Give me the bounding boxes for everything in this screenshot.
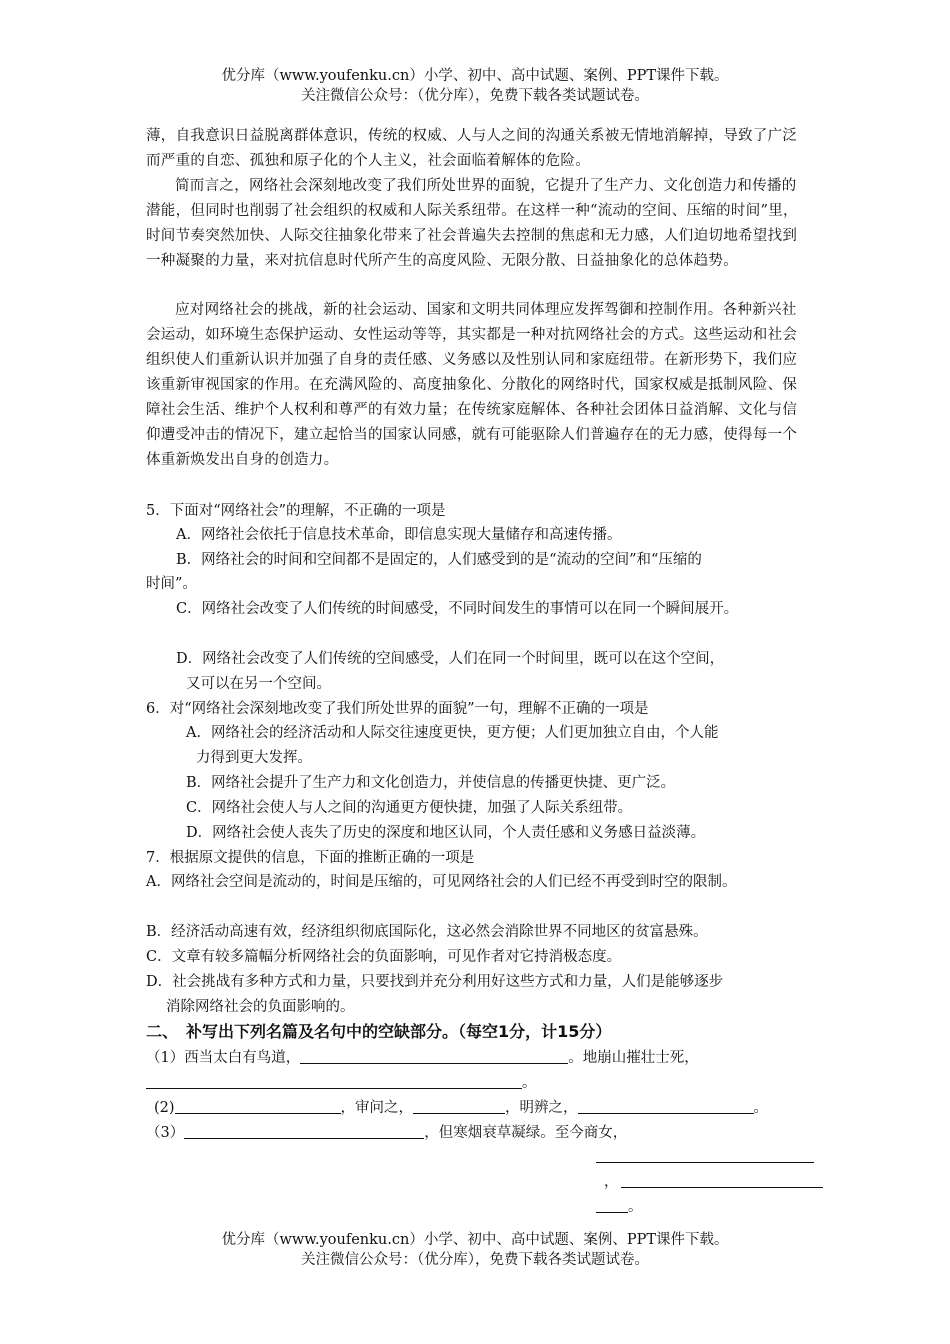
fill-q2-blank-3[interactable] bbox=[578, 1097, 754, 1114]
fill-q2-end: 。 bbox=[753, 1100, 769, 1116]
fill-q3-blank-4[interactable] bbox=[596, 1196, 628, 1213]
page-header bbox=[0, 66, 950, 106]
fill-q3-line3 bbox=[596, 1196, 643, 1218]
q5-option-b-line2: 时间”。 bbox=[146, 576, 197, 592]
passage-paragraph-0: 薄，自我意识日益脱离群体意识，传统的权威、人与人之间的沟通关系被无情地消解掉，导致了广泛而严重的自恋、孤独和原子化的个人主义，社会面临着解体的危险。 bbox=[146, 128, 798, 169]
fill-q3-blank-1[interactable] bbox=[184, 1122, 424, 1139]
q6-stem: 6．对“网络社会深刻地改变了我们所处世界的面貌”一句，理解不正确的一项是 bbox=[146, 701, 649, 717]
header-line-1: 优分库（www.youfenku.cn）小学、初中、高中试题、案例、PPT课件下载。 bbox=[221, 68, 729, 84]
q6-option-c: C．网络社会使人与人之间的沟通更方便快捷，加强了人际关系纽带。 bbox=[186, 800, 633, 816]
q7-option-b: B．经济活动高速有效，经济组织彻底国际化，这必然会消除世界不同地区的贫富悬殊。 bbox=[146, 924, 708, 940]
fill-q3-blank-3[interactable] bbox=[621, 1186, 823, 1188]
q5-option-b-line1: B．网络社会的时间和空间都不是固定的，人们感受到的是“流动的空间”和“压缩的 bbox=[176, 552, 702, 568]
fill-q2-prefix: (2) bbox=[154, 1100, 175, 1116]
q5-option-d-line1: D．网络社会改变了人们传统的空间感受，人们在同一个时间里，既可以在这个空间， bbox=[176, 651, 725, 667]
fill-q1-end: 。 bbox=[522, 1075, 537, 1091]
fill-q2-middle-1: ，审问之， bbox=[340, 1100, 414, 1116]
q6-option-a-line1: A．网络社会的经济活动和人际交往速度更快，更方便；人们更加独立自由，个人能 bbox=[186, 725, 719, 741]
q7-option-c: C．文章有较多篇幅分析网络社会的负面影响，可见作者对它持消极态度。 bbox=[146, 949, 622, 965]
fill-q1-middle: 。地崩山摧壮士死， bbox=[568, 1050, 699, 1066]
footer-line-2: 关注微信公众号：（优分库），免费下载各类试题试卷。 bbox=[301, 1252, 649, 1268]
q5-option-a: A．网络社会依托于信息技术革命，即信息实现大量储存和高速传播。 bbox=[176, 527, 622, 543]
q5-option-d-line2: 又可以在另一个空间。 bbox=[186, 676, 331, 692]
section-2-title: 二、 补写出下列名篇及名句中的空缺部分。（每空1分，计15分） bbox=[146, 1022, 612, 1041]
fill-q1-line1 bbox=[146, 1047, 699, 1069]
fill-q3-prefix: （3） bbox=[146, 1125, 185, 1141]
q6-option-d: D．网络社会使人丧失了历史的深度和地区认同，个人责任感和义务感日益淡薄。 bbox=[186, 825, 706, 841]
fill-q1-blank-2[interactable] bbox=[146, 1072, 522, 1089]
q7-option-d-line2: 消除网络社会的负面影响的。 bbox=[166, 999, 355, 1015]
page-footer bbox=[0, 1230, 950, 1270]
fill-q3-end: 。 bbox=[628, 1199, 643, 1215]
q5-stem: 5．下面对“网络社会”的理解，不正确的一项是 bbox=[146, 503, 446, 519]
fill-q3-comma: ， bbox=[604, 1174, 619, 1190]
fill-q2-middle-2: ，明辨之， bbox=[505, 1100, 578, 1116]
fill-q3-blank-2[interactable] bbox=[596, 1161, 814, 1163]
fill-q2-blank-1[interactable] bbox=[175, 1097, 341, 1114]
footer-line-1: 优分库（www.youfenku.cn）小学、初中、高中试题、案例、PPT课件下载。 bbox=[221, 1232, 729, 1248]
fill-q1-blank-1[interactable] bbox=[300, 1047, 568, 1064]
q7-stem: 7．根据原文提供的信息，下面的推断正确的一项是 bbox=[146, 850, 475, 866]
q7-option-a: A．网络社会空间是流动的，时间是压缩的，可见网络社会的人们已经不再受到时空的限制。 bbox=[146, 874, 737, 890]
passage-paragraph-1: 简而言之，网络社会深刻地改变了我们所处世界的面貌，它提升了生产力、文化创造力和传播的潜能，但同时也削弱了社会组织的权威和人际关系纽带。在这样一种“流动的空间、压缩的时间”里，时间节奏突然加快、人际交往抽象化带来了社会普遍失去控制的焦虑和无力感，人们迫切地希望找到一种凝聚的力量，来对抗信息时代所产生的高度风险、无限分散、日益抽象化的总体趋势。 bbox=[146, 178, 798, 269]
fill-q3-middle: ，但寒烟衰草凝绿。至今商女， bbox=[424, 1125, 628, 1141]
q5-option-c: C．网络社会改变了人们传统的时间感受，不同时间发生的事情可以在同一个瞬间展开。 bbox=[176, 601, 739, 617]
header-line-2: 关注微信公众号：（优分库），免费下载各类试题试卷。 bbox=[301, 88, 649, 104]
fill-q3-line1 bbox=[146, 1122, 627, 1144]
q7-option-d-line1: D．社会挑战有多种方式和力量，只要找到并充分利用好这些方式和力量，人们是能够逐步 bbox=[146, 974, 724, 990]
q6-option-a-line2: 力得到更大发挥。 bbox=[196, 750, 312, 766]
fill-q1-line2 bbox=[146, 1072, 537, 1094]
fill-q2-line bbox=[154, 1097, 768, 1119]
passage-paragraph-2: 应对网络社会的挑战，新的社会运动、国家和文明共同体理应发挥驾御和控制作用。各种新兴社会运动，如环境生态保护运动、女性运动等等，其实都是一种对抗网络社会的方式。这些运动和社会组织使人们重新认识并加强了自身的责任感、义务感以及性别认同和家庭纽带。在新形势下，我们应该重新审视国家的作用。在充满风险的、高度抽象化、分散化的网络时代，国家权威是抵制风险、保障社会生活、维护个人权利和尊严的有效力量；在传统家庭解体、各种社会团体日益消解、文化与信仰遭受冲击的情况下，建立起恰当的国家认同感，就有可能驱除人们普遍存在的无力感，使得每一个体重新焕发出自身的创造力。 bbox=[146, 302, 798, 468]
fill-q2-blank-2[interactable] bbox=[413, 1097, 505, 1114]
fill-q1-prefix: （1）西当太白有鸟道， bbox=[146, 1050, 301, 1066]
q6-option-b: B．网络社会提升了生产力和文化创造力，并使信息的传播更快捷、更广泛。 bbox=[186, 775, 676, 791]
